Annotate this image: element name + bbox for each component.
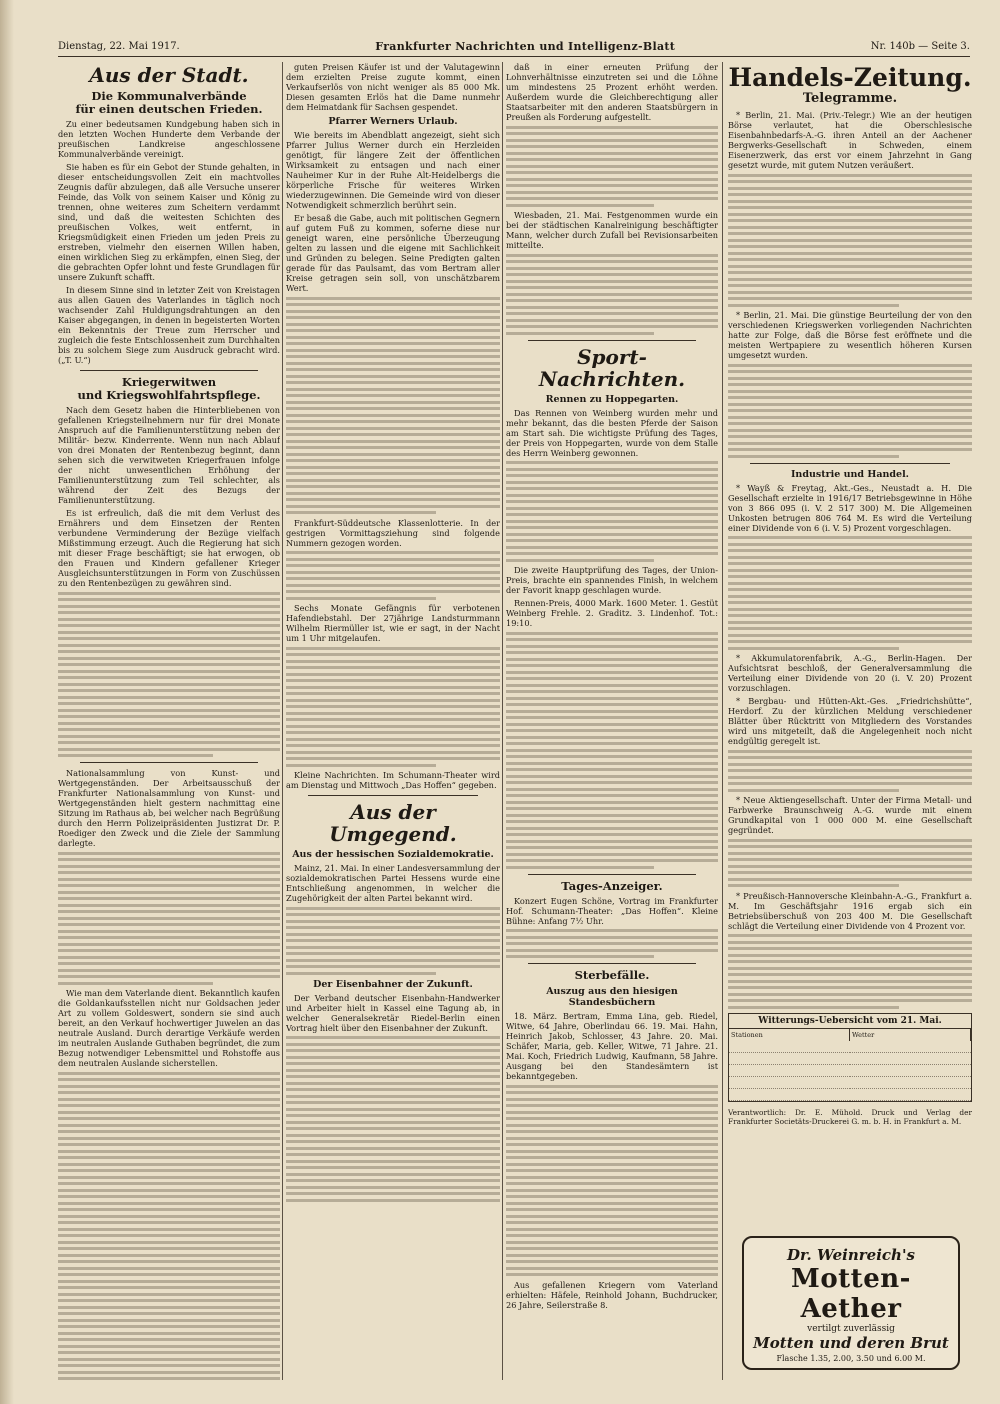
death-notices: 18. März. Bertram, Emma Lina, geb. Riedel, Witwe, 64 Jahre, Oberlindau 66. 19. Mai. Hahn, Heinrich Jakob, Schlosser, 43 Jahre. 20. Mai. Schäfer, Maria, geb. Keller, Witwe, 71 Jahre. 21. Mai. Koch, Friedrich Ludwig, Kaufmann, 58 Jahre. Ausgang bei den Standesämtern ist bekanntgegeben. [506,1011,718,1081]
divider [80,370,258,371]
text-filler [58,852,280,985]
article-paragraph: * Bergbau- und Hütten-Akt.-Ges. „Friedrichshütte“, Herdorf. Zu der kürzlichen Meldung verschiedener Blätter über Rücktritt von Mitgliedern des Vorstandes wird uns mitgeteilt, daß die Angelegenheit noch nicht endgültig geregelt ist. [728,696,972,746]
article-paragraph: Der Verband deutscher Eisenbahn-Handwerker und Arbeiter hielt in Kassel eine Tagung ab, in welcher Generalsekretär Riedel-Berlin einen Vortrag hielt über den Eisenbahner der Zukunft. [286,992,500,1033]
article-paragraph: daß in einer erneuten Prüfung der Lohnverhältnisse einzutreten sei und die Löhne um mindestens 25 Prozent erhöht werden. Außerdem wurde die Gleichberechtigung aller Staatsarbeiter mit den anderen Staatsbürgern in Preußen als Forderung aufgestellt. [506,62,718,122]
text-filler [286,297,500,515]
text-filler [506,929,718,958]
weather-col-header: Stationen [729,1029,850,1041]
text-filler [506,254,718,335]
article-paragraph: Kleine Nachrichten. Im Schumann-Theater wird am Dienstag und Mittwoch „Das Hoffen“ gegeben. [286,770,500,790]
text-filler [286,647,500,767]
weather-row [850,1065,971,1077]
ad-brand: Dr. Weinreich's [787,1246,915,1264]
article-paragraph: Wie man dem Vaterlande dient. Bekanntlich kaufen die Goldankaufsstellen nicht nur Goldsachen jeder Art zu vollem Goldeswert, sondern sie sind auch bereit, an den Verkauf hochwertiger Juwelen an das neutrale Ausland. Durch derartige Verkäufe werden im neutralen Auslande Guthaben begründet, die zum Bezug notwendiger Lebensmittel und Rohstoffe aus dem neutralen Auslande sicherstellen. [58,988,280,1068]
issue-date: Dienstag, 22. Mai 1917. [58,40,180,52]
section-title-sterbefaelle: Sterbefälle. [574,968,650,982]
article-paragraph: Zu einer bedeutsamen Kundgebung haben sich in den letzten Wochen Hunderte dem Verbande der preußischen Landkreise angeschlossene Kommunalverbände vereinigt. [58,119,280,159]
divider [750,463,950,464]
headline-sozialdemokratie: Aus der hessischen Sozialdemokratie. [292,849,494,860]
article-paragraph: * Berlin, 21. Mai. Die günstige Beurteilung der von den verschiedenen Kriegswerken vorliegenden Nachrichten hatte zur Folge, daß die Börse fest eröffnete und die meisten Wertpapiere zu wesentlich höheren Kursen umgesetzt wurden. [728,310,972,360]
article-paragraph: Sechs Monate Gefängnis für verbotenen Hafendiebstahl. Der 27jährige Landsturmmann Wilhelm Riermüller ist, wie er sagt, in der Nacht um 1 Uhr mitgelaufen. [286,603,500,643]
headline-industrie: Industrie und Handel. [790,468,909,480]
ad-tagline: vertilgt zuverlässig [807,1324,895,1334]
sterbefaelle-subtitle: Auszug aus den hiesigen Standesbüchern [546,986,678,1008]
advertisement-motten-aether [742,1236,960,1370]
weather-table-grid [729,1029,971,1101]
imprint: Verantwortlich: Dr. E. Mühold. Druck und Verlag der Frankfurter Societäts-Druckerei G. m. b. H. in Frankfurt a. M. [728,1107,972,1126]
text-filler [728,839,972,888]
column-sport [506,62,718,1380]
lottery-numbers [286,551,500,600]
headline-rennen: Rennen zu Hoppegarten. [545,393,679,405]
death-notices-filler [506,1085,718,1277]
article-paragraph: Wiesbaden, 21. Mai. Festgenommen wurde ein bei der städtischen Kanalreinigung beschäftigter Mann, welcher durch Zufall bei Revisionsarbeiten mitteilte. [506,210,718,250]
text-filler [506,461,718,562]
column-stadt [58,62,280,1380]
weather-row [850,1053,971,1065]
issue-number: Nr. 140b — Seite 3. [870,40,970,52]
weather-row [729,1077,850,1089]
text-filler [728,934,972,1009]
article-paragraph: Die zweite Hauptprüfung des Tages, der Union-Preis, brachte ein spannendes Finish, in welchem der Favorit knapp geschlagen wurde. [506,565,718,595]
divider [528,340,696,341]
text-filler [58,1072,280,1381]
article-paragraph: Nationalsammlung von Kunst- und Wertgegenständen. Der Arbeitsausschuß der Frankfurter Nationalsammlung von Kunst- und Wertgegenständen hielt gestern nachmittag eine Sitzung im Rathaus ab, bei welcher nach Begrüßung durch den Herrn Polizeipräsidenten Justizrat Dr. P. Roediger den Zweck und die Ziele der Sammlung darlegte. [58,768,280,848]
divider [308,795,478,796]
article-paragraph: Frankfurt-Süddeutsche Klassenlotterie. In der gestrigen Vormittagsziehung sind folgende Nummern gezogen worden. [286,517,500,548]
article-paragraph: Mainz, 21. Mai. In einer Landesversammlung der sozialdemokratischen Partei Hessens wurde eine Entschließung angenommen, in welcher die Zugehörigkeit der alten Partei bekannt wird. [286,863,500,903]
article-paragraph: Aus gefallenen Kriegern vom Vaterland erhielten: Häfele, Reinhold Johann, Buchdrucker, 26 Jahre, Seilerstraße 8. [506,1279,718,1310]
section-subtitle-telegramme: Telegramme. [802,91,898,106]
article-paragraph: Er besaß die Gabe, auch mit politischen Gegnern auf gutem Fuß zu kommen, soferne diese nur geneigt waren, eine persönliche Überzeugung gelten zu lassen und die eigene mit Sachlichkeit und Gründen zu belegen. Seine Predigten galten gerade für das Paulsamt, das vom Bertram aller Kreise getragen sein soll, von unschätzbarem Wert. [286,213,500,293]
article-paragraph: Es ist erfreulich, daß die mit dem Verlust des Ernährers und dem Einsetzen der Renten verbundene Verminderung der Bezüge vielfach Mißstimmung erzeugt. Auch die Regierung hat sich mit dieser Frage beschäftigt; sie hat erwogen, ob den Frauen und Kindern gefallener Krieger Ausgleichsunterstützungen in Form von Zuschüssen zu den Rentenbezügen zu gewähren sind. [58,508,280,588]
article-paragraph: Konzert Eugen Schöne, Vortrag im Frankfurter Hof. Schumann-Theater: „Das Hoffen“. Kleine Bühne: Anfang 7½ Uhr. [506,895,718,926]
section-title-tagesanzeiger: Tages-Anzeiger. [561,878,663,893]
column-rule [722,62,723,1380]
ad-product: Motten-Aether [791,1264,911,1324]
weather-table-title: Witterungs-Uebersicht vom 21. Mai. [729,1014,971,1029]
race-results: Rennen-Preis, 4000 Mark. 1600 Meter. 1. Gestüt Weinberg Frehle. 2. Graditz. 3. Lindenhof. Tot.: 19:10. [506,598,718,628]
article-paragraph: In diesem Sinne sind in letzter Zeit von Kreistagen aus allen Gauen des Vaterlandes in täglich noch wachsender Zahl Huldigungsdrahtungen an den Kaiser abgegangen, in denen in begeisterten Worten ein Bekenntnis der Treue zum Herrscher und zugleich die feste Entschlossenheit zum Durchhalten bis zu solchem Siege zum Ausdruck gebracht wird. („T. U.“) [58,285,280,365]
ad-tagline-main: Motten und deren Brut [753,1334,949,1352]
headline-kommunal: Die Kommunalverbände für einen deutschen Frieden. [75,89,263,116]
text-filler [728,174,972,307]
headline-pfarrer: Pfarrer Werners Urlaub. [328,116,458,127]
text-filler [286,1036,500,1202]
text-filler [506,126,718,207]
weather-col-header: Wetter [850,1029,971,1041]
newspaper-title: Frankfurter Nachrichten und Intelligenz-Blatt [375,39,676,53]
column-handel [728,62,972,1380]
weather-row [729,1053,850,1065]
article-paragraph: * Wayß & Freytag, Akt.-Ges., Neustadt a. H. Die Gesellschaft erzielte in 1916/17 Betriebsgewinne in Höhe von 3 866 095 (i. V. 2 517 300) M. Die Allgemeinen Unkosten betrugen 806 764 M. Es wird die Verteilung einer Dividende von 6 (i. V. 5) Prozent vorgeschlagen. [728,482,972,533]
article-paragraph: * Akkumulatorenfabrik, A.-G., Berlin-Hagen. Der Aufsichtsrat beschloß, der Generalversammlung die Verteilung einer Dividende von 20 (i. V. 20) Prozent vorzuschlagen. [728,653,972,693]
article-paragraph: * Preußisch-Hannoversche Kleinbahn-A.-G., Frankfurt a. M. Im Geschäftsjahr 1916 ergab sich ein Betriebsüberschuß von 203 400 M. Die Gesellschaft schlägt die Verteilung einer Dividende von 4 Prozent vor. [728,890,972,931]
column-rule [282,62,283,1380]
page-edge-shadow [0,0,14,1404]
race-results-filler [506,632,718,869]
section-title-umgegend: Aus der Umgegend. [329,800,457,846]
weather-row [729,1041,850,1053]
text-filler [728,536,972,650]
text-filler [58,592,280,758]
weather-row [850,1089,971,1101]
headline-kriegerwitwen: Kriegerwitwen und Kriegswohlfahrtspflege. [77,375,261,402]
article-paragraph: Wie bereits im Abendblatt angezeigt, sieht sich Pfarrer Julius Werner durch ein Herzleiden genötigt, für längere Zeit der öffentlichen Wirksamkeit zu entsagen und nach einer Nauheimer Kur in der Ruhe Alt-Heidelbergs die körperliche Frische für weiteres Wirken wiederzugewinnen. Die Gemeinde wird von dieser Notwendigkeit schmerzlich berührt sein. [286,130,500,210]
column-stadt-continued [286,62,500,1380]
article-paragraph: * Neue Aktiengesellschaft. Unter der Firma Metall- und Farbwerke Braunschweig A.-G. wurde mit einem Grundkapital von 1 000 000 M. eine Gesellschaft gegründet. [728,795,972,835]
text-filler [728,364,972,458]
weather-row [850,1077,971,1089]
weather-row [850,1041,971,1053]
article-paragraph: guten Preisen Käufer ist und der Valutagewinn dem erzielten Preise zugute kommt, einen Verkaufserlös von nicht weniger als 85 000 Mk. Diesen gesamten Erlös hat die Dame nunmehr dem Heimatdank für Sachsen gespendet. [286,62,500,112]
section-title-sport: Sport-Nachrichten. [538,344,686,391]
text-filler [728,750,972,792]
article-paragraph: * Berlin, 21. Mai. (Priv.-Telegr.) Wie an der heutigen Börse verlautet, hat die Oberschlesische Eisenbahnbedarfs-A.-G. ihren Anteil an der Aachener Bergwerks-Gesellschaft in Schweden, einem Eisenerzwerk, das erst vor einem Jahrzehnt in Gang gesetzt wurde, mit gutem Nutzen veräußert. [728,110,972,170]
weather-row [729,1089,850,1101]
divider [80,762,258,763]
page-header [58,36,970,57]
text-filler [286,907,500,975]
article-paragraph: Nach dem Gesetz haben die Hinterbliebenen von gefallenen Kriegsteilnehmern nur für drei Monate Anspruch auf die Familienunterstützung neben der Militär- bezw. Kinderrente. Wenn nun nach Ablauf von drei Monaten der Rentenbezug beginnt, dann sehen sich die verwitweten Kriegerfrauen infolge der nicht unwesentlichen Erhöhung der Familienunterstützung zum Teil schlechter, als während der Zeit des Bezugs der Familienunterstützung. [58,405,280,505]
weather-row [729,1065,850,1077]
section-title-stadt: Aus der Stadt. [89,63,249,87]
section-title-handelszeitung: Handels-Zeitung. [728,63,972,92]
headline-eisenbahner: Der Eisenbahner der Zukunft. [313,978,473,990]
divider [528,963,696,964]
column-rule [502,62,503,1380]
article-paragraph: Sie haben es für ein Gebot der Stunde gehalten, in dieser entscheidungsvollen Zeit ein machtvolles Zeugnis dafür abzulegen, daß alle Versuche unserer Feinde, das Volk von seinem Kaiser und König zu trennen, ohne weiteres zum Scheitern verdammt sind, und daß die weitesten Schichten des preußischen Volkes, weit entfernt, in Kriegsmüdigkeit einen Frieden um jeden Preis zu erstreben, vielmehr den eisernen Willen haben, einen wirklichen Sieg zu erkämpfen, einen Sieg, der die gebrachten Opfer lohnt und feste Grundlagen für unsere Zukunft schafft. [58,162,280,282]
ad-price: Flasche 1.35, 2.00, 3.50 und 6.00 M. [776,1354,926,1363]
divider [528,874,696,875]
weather-table [728,1013,972,1102]
article-paragraph: Das Rennen von Weinberg wurden mehr und mehr bekannt, das die besten Pferde der Saison am Start sah. Die wichtigste Prüfung des Tages, der Preis von Hoppegarten, wurde von dem Stalle des Herrn Weinberg gewonnen. [506,407,718,458]
